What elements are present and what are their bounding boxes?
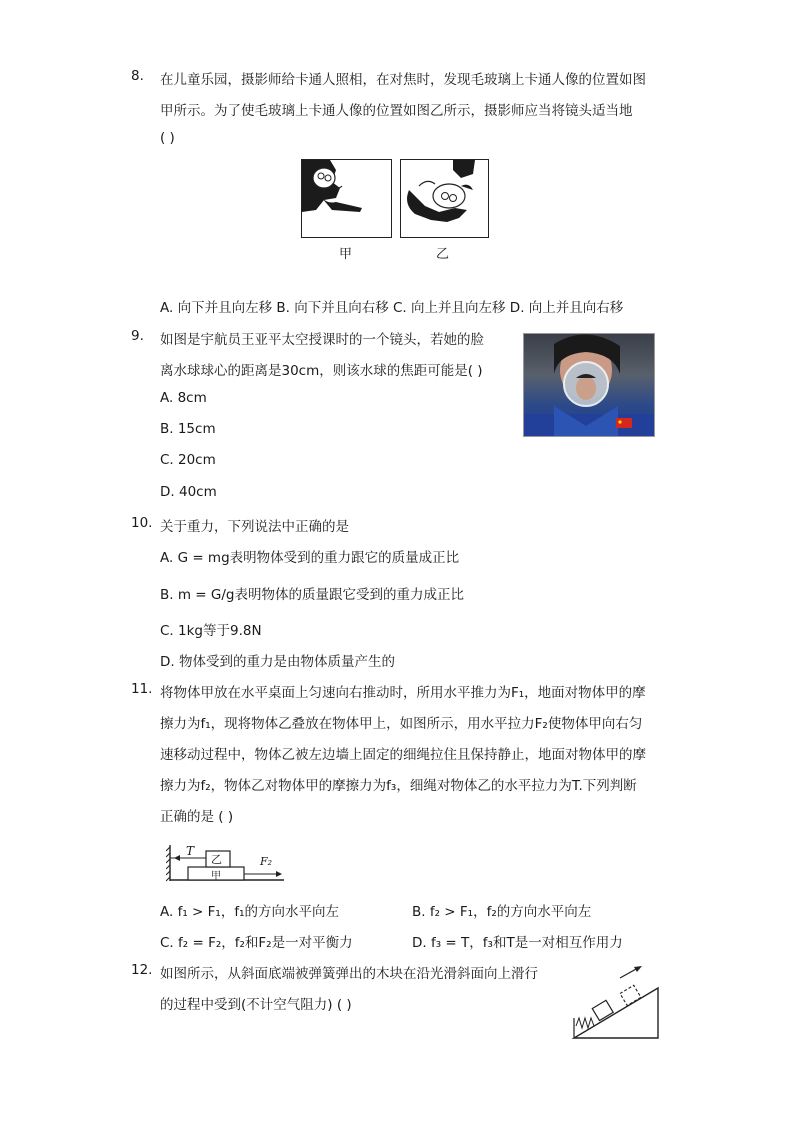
question-text: 擦力为f₂，物体乙对物体甲的摩擦力为f₃，细绳对物体乙的水平拉力为T.下列判断	[160, 778, 637, 794]
option-d: D. 物体受到的重力是由物体质量产生的	[160, 654, 395, 670]
astronaut-photo	[523, 333, 655, 437]
tension-label: T	[186, 844, 195, 858]
friction-figure	[166, 843, 290, 883]
option-a: A. G = mg表明物体受到的重力跟它的质量成正比	[160, 550, 460, 566]
figure-yi	[400, 159, 489, 238]
question-text: 擦力为f₁，现将物体乙叠放在物体甲上，如图所示，用水平拉力F₂使物体甲向右匀	[160, 716, 643, 732]
question-text: 离水球球心的距离是30cm，则该水球的焦距可能是( )	[160, 363, 483, 379]
question-text: 速移动过程中，物体乙被左边墙上固定的细绳拉住且保持静止，地面对物体甲的摩	[160, 747, 646, 763]
question-number: 9.	[131, 328, 144, 344]
question-text: 在儿童乐园，摄影师给卡通人照相，在对焦时，发现毛玻璃上卡通人像的位置如图	[160, 72, 646, 88]
figure-caption-yi: 乙	[436, 247, 450, 262]
question-text: 的过程中受到(不计空气阻力) ( )	[160, 997, 352, 1013]
answer-blank: ( )	[160, 130, 175, 146]
question-number: 12.	[131, 962, 153, 978]
cartoon-image-yi	[401, 160, 488, 237]
option-a: A. 8cm	[160, 390, 207, 406]
question-text: 如图所示，从斜面底端被弹簧弹出的木块在沿光滑斜面向上滑行	[160, 966, 538, 982]
question-text: 将物体甲放在水平桌面上匀速向右推动时，所用水平推力为F₁，地面对物体甲的摩	[160, 685, 646, 701]
figure-jia	[301, 159, 392, 238]
question-number: 11.	[131, 681, 153, 697]
question-number: 10.	[131, 515, 153, 531]
option-c: C. f₂ = F₂，f₂和F₂是一对平衡力	[160, 935, 353, 951]
block-yi-label: 乙	[211, 853, 222, 866]
option-c: C. 20cm	[160, 452, 216, 468]
incline-figure	[570, 960, 662, 1042]
force-f2-label: F₂	[260, 855, 273, 868]
question-text: 甲所示。为了使毛玻璃上卡通人像的位置如图乙所示，摄影师应当将镜头适当地	[160, 103, 633, 119]
answer-blank: 正确的是 ( )	[160, 809, 234, 825]
cartoon-image-jia	[302, 160, 391, 237]
question-number: 8.	[131, 68, 144, 84]
option-a: A. f₁ > F₁，f₁的方向水平向左	[160, 904, 339, 920]
option-d: D. f₃ = T，f₃和T是一对相互作用力	[412, 935, 623, 951]
figure-caption-jia: 甲	[339, 247, 353, 262]
option-d: D. 40cm	[160, 484, 217, 500]
option-c: C. 1kg等于9.8N	[160, 623, 262, 639]
option-b: B. f₂ > F₁，f₂的方向水平向左	[412, 904, 592, 920]
option-b: B. 15cm	[160, 421, 216, 437]
answer-options: A. 向下并且向左移 B. 向下并且向右移 C. 向上并且向左移 D. 向上并且向右移	[160, 300, 624, 316]
question-text: 关于重力，下列说法中正确的是	[160, 519, 349, 535]
question-text: 如图是宇航员王亚平太空授课时的一个镜头，若她的脸	[160, 332, 484, 348]
block-jia-label: 甲	[211, 871, 221, 882]
option-b: B. m = G/g表明物体的质量跟它受到的重力成正比	[160, 587, 464, 603]
